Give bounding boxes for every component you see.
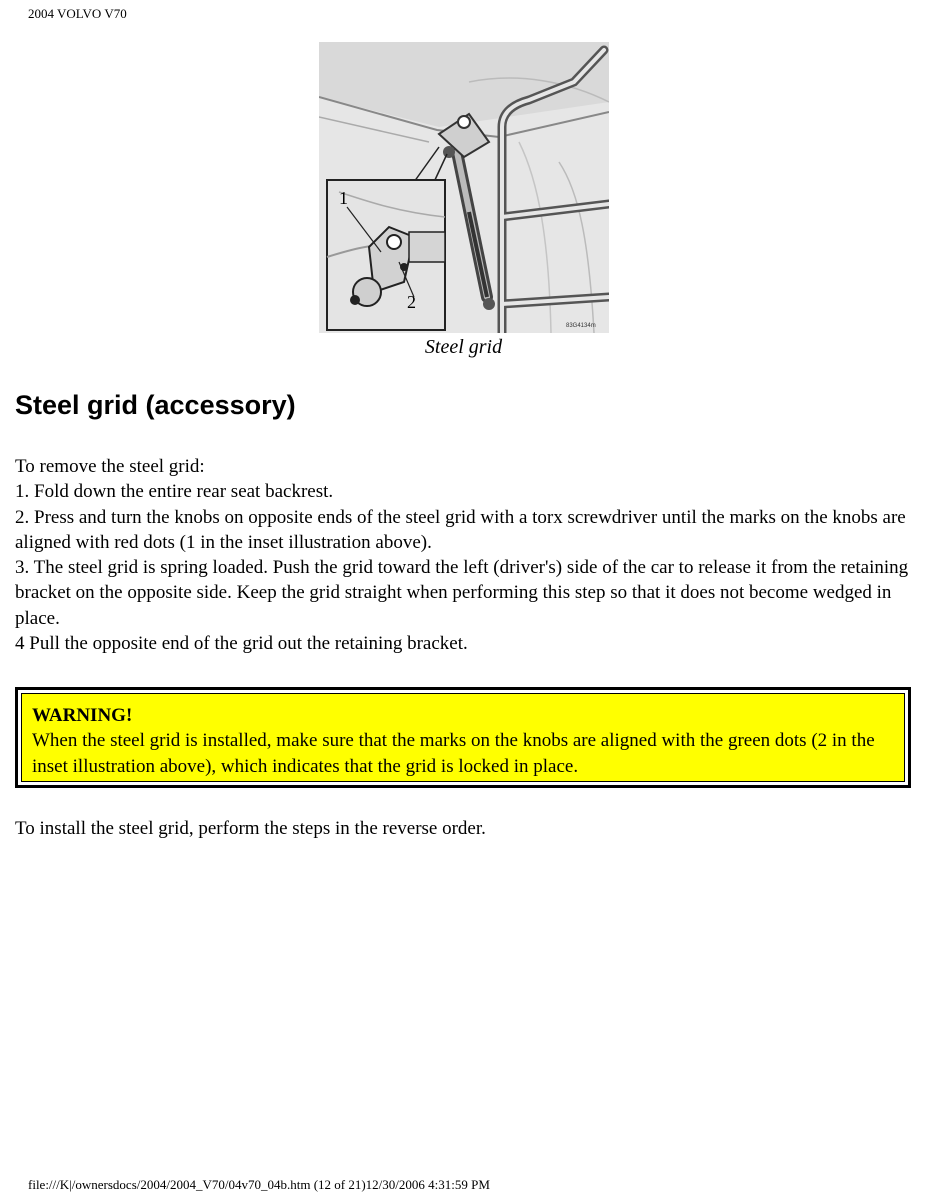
closing-text: To install the steel grid, perform the steps in the reverse order. bbox=[15, 818, 486, 839]
step-3: 3. The steel grid is spring loaded. Push the grid toward the left (driver's) side of the car to release it from the retaining bracket on the opposite side. Keep the grid straight when performing this step so that it does not become wedged in place. bbox=[15, 557, 909, 629]
image-code-label: 83G4134m bbox=[566, 323, 596, 329]
callout-1: 1 bbox=[339, 188, 348, 208]
step-4: 4 Pull the opposite end of the grid out the retaining bracket. bbox=[15, 633, 468, 655]
figure-caption: Steel grid bbox=[424, 336, 503, 358]
instructions-body bbox=[15, 454, 910, 656]
warning-text: When the steel grid is installed, make sure that the marks on the knobs are aligned with the green dots (2 in the inset illustration above), which indicates that the grid is locked in place. bbox=[32, 730, 875, 777]
inset-detail bbox=[327, 180, 445, 330]
step-2: 2. Press and turn the knobs on opposite ends of the steel grid with a torx screwdriver until the marks on the knobs are aligned with red dots (1 in the inset illustration above). bbox=[15, 506, 906, 553]
warning-panel bbox=[21, 693, 905, 782]
callout-2: 2 bbox=[407, 292, 416, 312]
document-header-title: 2004 VOLVO V70 bbox=[28, 6, 127, 21]
footer-file-path: file:///K|/ownersdocs/2004/2004_V70/04v70_04b.htm (12 of 21)12/30/2006 4:31:59 PM bbox=[28, 1177, 490, 1192]
intro-text: To remove the steel grid: bbox=[15, 456, 205, 477]
section-heading: Steel grid (accessory) bbox=[15, 390, 296, 420]
step-1: 1. Fold down the entire rear seat backrest. bbox=[15, 481, 334, 503]
warning-box bbox=[15, 687, 911, 788]
steel-grid-illustration bbox=[319, 42, 609, 333]
warning-title: WARNING! bbox=[32, 705, 133, 726]
